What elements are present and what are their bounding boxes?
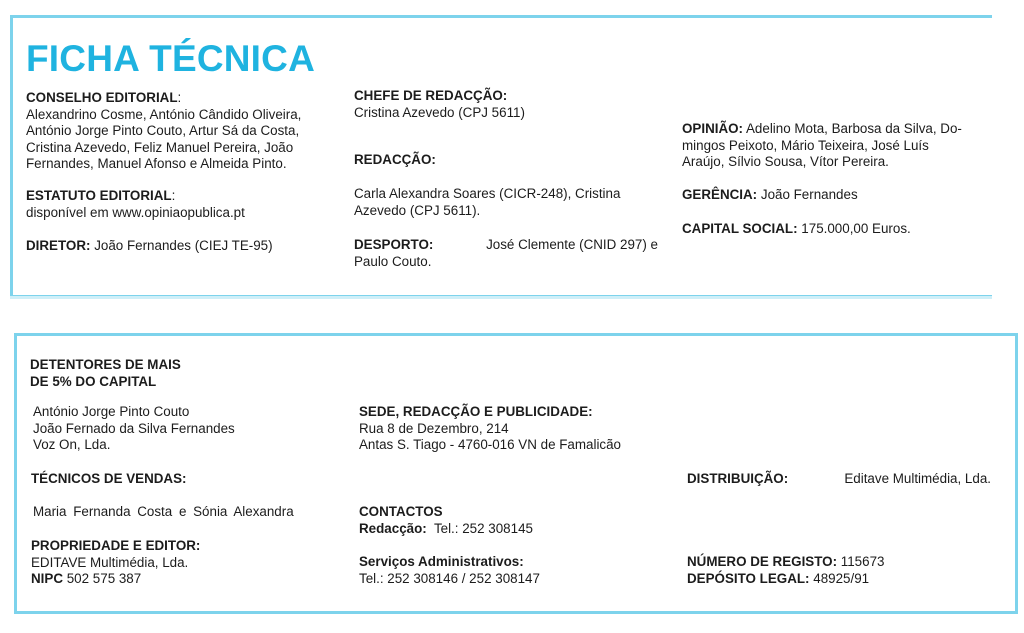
chefe-redaccao-block xyxy=(354,88,658,121)
gerencia-label: GERÊNCIA: xyxy=(682,187,758,202)
contactos-block xyxy=(359,504,669,537)
propriedade-label: PROPRIEDADE E EDITOR: xyxy=(31,538,201,553)
opiniao-line: mingos Peixoto, Mário Teixeira, José Luís xyxy=(682,137,929,153)
distribuicao-value: Editave Multimédia, Lda. xyxy=(844,471,991,486)
chefe-redaccao-value: Cristina Azevedo (CPJ 5611) xyxy=(354,104,525,120)
tecnicos-value-block xyxy=(33,504,337,521)
sede-label: SEDE, REDACÇÃO E PUBLICIDADE: xyxy=(359,404,593,419)
diretor-label: DIRETOR: xyxy=(26,238,91,253)
desporto-line: Paulo Couto. xyxy=(354,253,432,269)
conselho-line: António Jorge Pinto Couto, Artur Sá da Costa, xyxy=(26,123,300,138)
opiniao-line: Araújo, Sílvio Sousa, Vítor Pereira. xyxy=(682,154,889,169)
deposito-legal-value: 48925/91 xyxy=(813,570,870,586)
detentores-label: DE 5% DO CAPITAL xyxy=(30,373,157,389)
page-title: FICHA TÉCNICA xyxy=(26,38,315,79)
detentores-label: DETENTORES DE MAIS xyxy=(30,357,181,372)
sede-block xyxy=(359,404,669,454)
conselho-editorial-block xyxy=(26,90,328,173)
opiniao-block xyxy=(682,121,986,171)
propriedade-value: EDITAVE Multimédia, Lda. xyxy=(31,554,189,570)
tecnicos-vendas-value: Maria Fernanda Costa e Sónia Alexandra xyxy=(33,504,294,519)
deposito-legal-label: DEPÓSITO LEGAL: xyxy=(687,570,810,586)
sede-line: Antas S. Tiago - 4760-016 VN de Famalicão xyxy=(359,437,622,452)
nipc-label: NIPC xyxy=(31,571,63,586)
redaccao-label: REDACÇÃO: xyxy=(354,152,436,167)
estatuto-editorial-colon: : xyxy=(171,188,176,203)
top-frame-shadow xyxy=(10,296,992,299)
distribuicao-label: DISTRIBUIÇÃO: xyxy=(687,471,789,486)
sede-line: Rua 8 de Dezembro, 214 xyxy=(359,420,509,436)
capital-social-block xyxy=(682,221,986,238)
estatuto-editorial-value: disponível em www.opiniaopublica.pt xyxy=(26,204,245,220)
diretor-value: João Fernandes (CIEJ TE-95) xyxy=(94,238,273,253)
detentor-name: António Jorge Pinto Couto xyxy=(33,404,190,419)
conselho-line: Alexandrino Cosme, António Cândido Oliveira, xyxy=(26,106,302,122)
opiniao-label: OPINIÃO: xyxy=(682,121,744,136)
diretor-block xyxy=(26,238,328,255)
gerencia-value: João Fernandes xyxy=(760,187,858,202)
detentores-label-block xyxy=(30,357,330,390)
redaccao-label-block xyxy=(354,152,658,169)
capital-social-value: 175.000,00 Euros. xyxy=(801,221,911,236)
servicos-block xyxy=(359,554,669,587)
desporto-line: José Clemente (CNID 297) e xyxy=(486,237,658,252)
chefe-redaccao-label: CHEFE DE REDACÇÃO: xyxy=(354,88,508,103)
detentor-name: Voz On, Lda. xyxy=(33,437,111,452)
numero-registo-value: 115673 xyxy=(840,554,885,569)
propriedade-block xyxy=(31,538,331,588)
redaccao-line: Azevedo (CPJ 5611). xyxy=(354,202,481,218)
numero-registo-label: NÚMERO DE REGISTO: xyxy=(687,554,838,569)
redaccao-line: Carla Alexandra Soares (CICR-248), Cristina xyxy=(354,186,621,201)
conselho-line: Fernandes, Manuel Afonso e Almeida Pinto. xyxy=(26,156,287,171)
conselho-editorial-label: CONSELHO EDITORIAL xyxy=(26,90,178,105)
redaccao-value-block xyxy=(354,186,658,219)
distribuicao-block xyxy=(687,471,991,488)
gerencia-block xyxy=(682,187,986,204)
capital-social-label: CAPITAL SOCIAL: xyxy=(682,221,798,236)
conselho-editorial-colon: : xyxy=(177,90,182,105)
estatuto-editorial-label: ESTATUTO EDITORIAL xyxy=(26,188,172,203)
contactos-redaccao-label: Redacção: xyxy=(359,520,427,536)
opiniao-line: Adelino Mota, Barbosa da Silva, Do- xyxy=(746,121,962,136)
registo-block xyxy=(687,554,991,587)
estatuto-editorial-block xyxy=(26,188,328,221)
nipc-value: 502 575 387 xyxy=(66,571,142,586)
tecnicos-vendas-label: TÉCNICOS DE VENDAS: xyxy=(31,471,187,486)
desporto-label: DESPORTO: xyxy=(354,237,434,252)
detentor-name: João Fernado da Silva Fernandes xyxy=(33,420,235,436)
contactos-label: CONTACTOS xyxy=(359,504,443,519)
tecnicos-label-block xyxy=(31,471,331,488)
servicos-label: Serviços Administrativos: xyxy=(359,554,524,569)
detentores-list xyxy=(33,404,333,454)
contactos-redaccao-value: Tel.: 252 308145 xyxy=(433,520,533,536)
conselho-line: Cristina Azevedo, Feliz Manuel Pereira, João xyxy=(26,139,294,155)
servicos-value: Tel.: 252 308146 / 252 308147 xyxy=(359,570,540,586)
desporto-block xyxy=(354,237,658,270)
